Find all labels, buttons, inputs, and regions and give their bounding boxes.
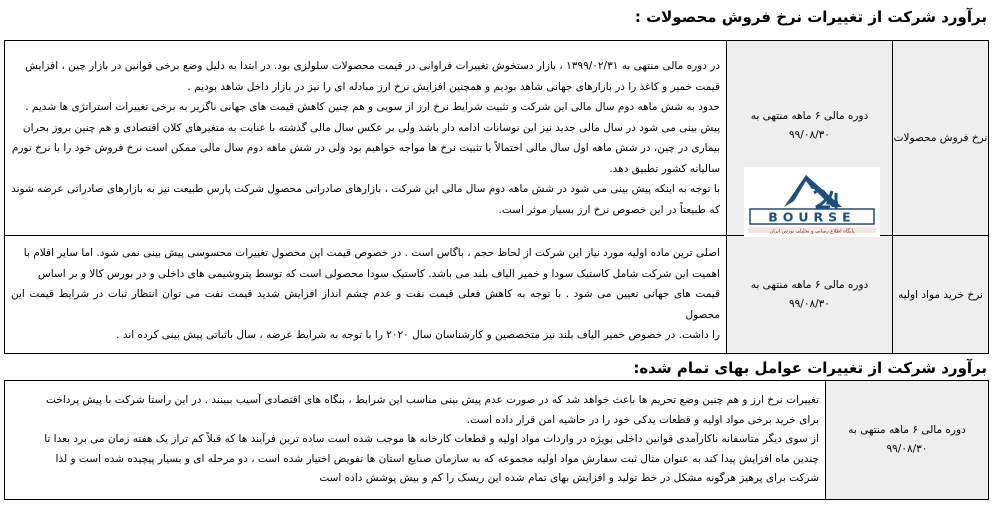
sales-price-description: [5, 41, 727, 236]
desc-line: پیش بینی می شود در سال مالی جدید نیز این نوسانات ادامه دار باشد ولی بر عکس سال مالی گذشته با عنایت به متغیرهای کلان اقتصادی و هم چنین بروز بحران: [22, 121, 720, 134]
desc-line: قیمت های جهانی تعیین می شود . با توجه به کاهش فعلی قیمت نفت و عدم چشم انداز افزایش شدید قیمت نفت می توان انتظار ثبات در شرایط قیمت این محصول: [11, 288, 720, 321]
period-date: ۹۹/۰۸/۳۰: [886, 443, 928, 455]
section2-title: برآورد شرکت از تغییرات عوامل بهای تمام شده:: [633, 359, 987, 377]
period-date: ۹۹/۰۸/۳۰: [789, 129, 830, 141]
desc-line: که طبیعتاً در این خصوص نرخ ارز بسیار موثر است.: [498, 203, 720, 216]
period-text: دوره مالی ۶ ماهه منتهی به: [750, 110, 869, 122]
row-label-sales-price: نرخ فروش محصولات: [893, 41, 989, 236]
table-row: [5, 41, 989, 236]
period-date: ۹۹/۰۸/۳۰: [789, 297, 830, 310]
desc-line: شرکت برای پرهیز هرگونه مشکل در خط تولید و افزایش بهای تمام شده این ریسک را کم و بیش پوشش داده است: [319, 472, 819, 485]
section1-title: برآورد شرکت از تغییرات نرخ فروش محصولات :: [634, 8, 987, 26]
bourse-logo: [744, 167, 880, 237]
desc-line: اهمیت این شرکت شامل کاستیک سودا و خمیر الیاف بلند می باشد. کاستیک سودا محصولی است که توسط پتروشیمی های داخلی و در بورس کالا و بر اساس: [37, 267, 720, 280]
desc-line: با توجه به اینکه پیش بینی می شود در شش ماهه دوم سال مالی این شرکت ، بازارهای صادراتی محصول شرکت پارس طبیعت نیز به بازارهای صادراتی عرضه شوند: [11, 183, 720, 195]
period-cell: [727, 236, 893, 354]
svg-text:پایگاه اطلاع رسانی و تحلیلی بو: پایگاه اطلاع رسانی و تحلیلی بورس ایران: [769, 228, 855, 235]
desc-line: بیماری در چین، در شش ماهه اول سال مالی احتمالاً با تثبیت نرخ ها مواجه خواهیم بود ولی در شش ماهه دوم سال مالی ممکن است نرخ فروش خود را با نرخ تورم: [11, 142, 720, 154]
cost-factors-table: [4, 380, 989, 500]
period-text: دوره مالی ۶ ماهه منتهی به: [848, 424, 966, 436]
row-label-raw-material: نرخ خرید مواد اولیه: [893, 236, 989, 354]
raw-material-description: [5, 236, 727, 354]
desc-line: برای خرید برخی مواد اولیه و قطعات یدکی خود را در حاشیه امن قرار داده است.: [466, 413, 819, 426]
desc-line: سالیانه کشور تطبیق دهد.: [609, 162, 720, 175]
period-cell: [826, 381, 989, 500]
period-cell: [727, 41, 893, 236]
svg-text:BOURSE: BOURSE: [768, 209, 856, 225]
desc-line: از سوی دیگر متاسفانه ناکارآمدی قوانین داخلی بویژه در واردات مواد اولیه و قطعات کارخانه ها موجب شده است ساده ترین فرآیند ها که قبلاً کم تراز یک هفته زمان می برد بعدا تا: [44, 433, 819, 446]
table-row: [5, 381, 989, 500]
desc-line: را داشت. در خصوص خمیر الیاف بلند نیز متخصصین و کارشناسان سال ۲۰۲۰ را با توجه به شرایط عرضه ، سال باثباتی پیش بینی کرده اند .: [116, 329, 720, 342]
desc-line: چندین ماه افزایش پیدا کند به عنوان مثال ثبت سفارش مواد اولیه مجموعه که به سازمان صنایع استان ها تفویض اختیار شده است ، دو مرحله ای و بسیار پیچیده شده است و لذا: [55, 452, 819, 465]
desc-line: در دوره مالی منتهی به ۱۳۹۹/۰۲/۳۱ ، بازار دستخوش تغییرات فراوانی در قیمت محصولات سلولزی بود. در ابتدا به دلیل وضع برخی قوانین در بازار چین ، افزایش: [25, 60, 720, 72]
desc-line: تغییرات نرخ ارز و هم چنین وضع تحریم ها باعث خواهد شد که در صورت عدم پیش بینی مناسب این شرایط ، بنگاه های اقتصادی آسیب ببینند . در این راستا شرکت با پیش پرداخت: [46, 394, 819, 407]
cost-factors-description: [5, 381, 826, 500]
sales-price-table: [4, 40, 989, 354]
desc-line: حدود به شش ماهه دوم سال مالی این شرکت و تثبیت شرایط نرخ ارز از سویی و هم چنین کاهش قیمت های جهانی ناگزیر به برخی تغییرات استراتژی ها شدیم .: [25, 101, 720, 113]
table-row: [5, 236, 989, 354]
desc-line: قیمت خمیر و کاغذ را در بازارهای جهانی شاهد بودیم و همچنین افزایش نرخ ارز مبادله ای را نیز در بازار داخل شاهد بودیم .: [187, 80, 720, 93]
period-text: دوره مالی ۶ ماهه منتهی به: [750, 278, 869, 291]
desc-line: اصلی ترین ماده اولیه مورد نیاز این شرکت از لحاظ حجم ، باگاس است . در خصوص قیمت این محصول تغییرات محسوسی پیش بینی نمی شود. اما سایر اقلام با: [23, 247, 720, 260]
